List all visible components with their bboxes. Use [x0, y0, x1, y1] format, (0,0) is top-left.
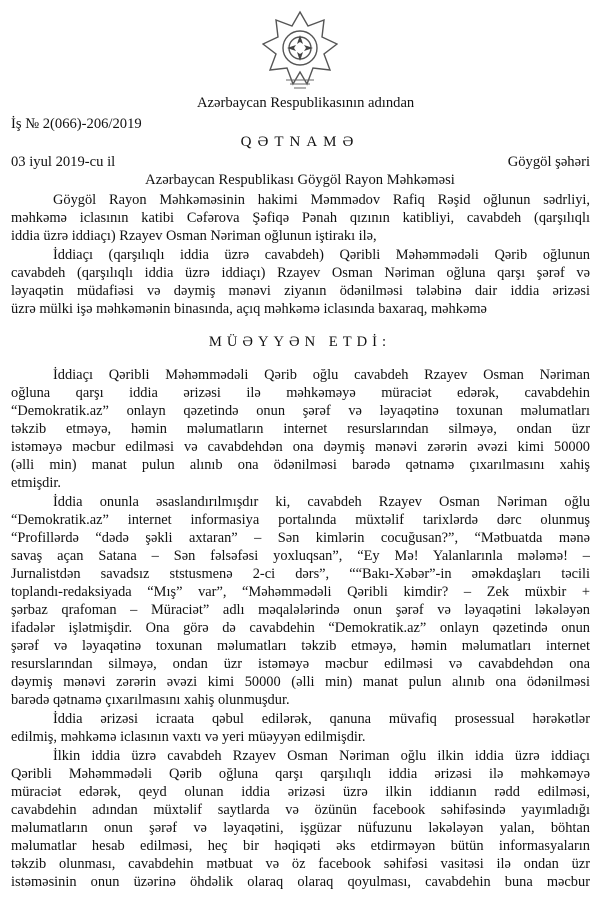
body-line: etmişdir.: [11, 475, 61, 491]
body-line: təkzib olunması, cavabdehin mətbuat və öz facebook səhifəsi vasitəsi ilə ondan üzr: [11, 856, 590, 872]
document-place: Göygöl şəhəri: [507, 154, 590, 170]
body-line: ifadələr işlətmişdir. Ona görə də cavabdehin “Demokratik.az” onlayn qəzetində onun: [11, 620, 590, 636]
document-title: QƏTNAMƏ: [240, 134, 360, 150]
body-line: resurslarından silməyə, ondan üzr istəməyə məcbur edilməsi və cavabdehdən ona: [11, 656, 590, 672]
body-line: məlumatların onun şərəf və ləyaqətini, işgüzar nüfuzunu ləkələyən yalan, böhtan: [11, 820, 590, 836]
body-line: barədə qətnamə çıxarılmasını xahiş olunmuşdur.: [11, 692, 290, 708]
section-title: MÜƏYYƏN ETDİ:: [208, 334, 392, 350]
body-line: Qəribli Məhəmmədəli Qərib oğluna qarşı qarşılıqlı iddia ərizəsi ilə məhkəməyə: [11, 766, 590, 782]
body-line: dəymiş mənəvi zərərin əvəzi kimi 50000 (əlli min) manat pulun alınıb ona ödənilməsi: [11, 674, 590, 690]
in-the-name-line: Azərbaycan Respublikasının adından: [197, 95, 415, 111]
body-line: savaş açan Satana – Sən fəlsəfəsi yoxluqsan”, “Ey Mə! Yalanlarınla mələmə! –: [11, 548, 590, 564]
body-line: təkzib etməyə, həmin məlumatların internet resurslarından silməyə, ondan üzr: [11, 421, 590, 437]
body-line: (əlli min) manat pulun alınıb ona ödənilməsi barədə qətnamə çıxarılmasını xahiş: [11, 457, 590, 473]
body-line: istəməsinin onun üzərinə öhdəlik olaraq olaraq qoyulması, cavabdehin buna məcbur: [11, 874, 590, 890]
body-line: İlkin iddia üzrə cavabdeh Rzayev Osman Nəriman oğlu ilkin iddia üzrə iddiaçı: [53, 748, 590, 764]
intro-line: məhkəmə iclasının katibi Cəfərova Şəfiqə Pənah qızının katibliyi, cavabdeh (qarşılıqlı: [11, 210, 590, 226]
body-line: edilmiş, məhkəmə iclasının vaxtı və yeri müəyyən edilmişdir.: [11, 729, 366, 745]
azerbaijan-state-emblem-icon: [262, 10, 338, 90]
intro-line: Göygöl Rayon Məhkəməsinin hakimi Məmmədov Rafiq Rəşid oğlunun sədrliyi,: [53, 192, 590, 208]
case-number: İş № 2(066)-206/2019: [11, 116, 142, 132]
body-line: toplandı-redaksiyada “Mış” var”, “Məhəmmədəli Qəribli kimdir? – Zek müxbir +: [11, 584, 590, 600]
body-line: cavabdehin adından müxtəlif saytlarda və özünün facebook səhifəsində yayımladığı: [11, 802, 590, 818]
body-line: müraciət edərək, qeyd olunan iddia ərizəsi üzrə ilkin iddianın rədd edilməsi,: [11, 784, 590, 800]
intro-line: iddia üzrə iddiaçı) Rzayev Osman Nəriman oğlunun iştirakı ilə,: [11, 228, 377, 244]
body-line: məlumatlar hesab edilməsi, heç bir həqiqəti əks etdirməyən bütün informasyaların: [11, 838, 590, 854]
intro-line: üzrə mülki işə məhkəmənin binasında, açıq məhkəmə iclasında baxaraq, məhkəmə: [11, 301, 487, 317]
body-line: şərbaz qrafoman – Müraciət” adlı məqalələrində onun şərəf və ləyaqətini ləkələyən: [11, 602, 590, 618]
intro-line: ləyaqətin müdafiəsi və dəymiş mənəvi ziyanın ödənilməsi tələbinə dair iddia ərizəsi: [11, 283, 590, 299]
body-line: şərəf və ləyaqətinə toxunan məlumatları təkzib etməyə, həmin məlumatları internet: [11, 638, 590, 654]
body-line: “Demokratik.az” internet informasiya portalında müxtəlif tarixlərdə dərc olunmuş: [11, 512, 590, 528]
intro-line: cavabdeh (qarşılıqlı iddia üzrə iddiaçı) Rzayev Osman Nəriman oğluna qarşı şərəf və: [11, 265, 590, 281]
body-line: oğluna qarşı iddia ərizəsi ilə məhkəməyə müraciət edərək, cavabdehin: [11, 385, 590, 401]
body-line: “Profillərdə “dədə şəkli axtaran” – Sən kimlərin cocuğusan?”, “Mətbuatda mənə: [11, 530, 590, 546]
body-line: İddia onunla əsaslandırılmışdır ki, cavabdeh Rzayev Osman Nəriman oğlu: [53, 494, 590, 510]
body-line: istəməyə məcbur edilməsi və cavabdehdən ona dəymiş mənəvi zərərin əvəzi kimi 50000: [11, 439, 590, 455]
body-line: İddia ərizəsi icraata qəbul edilərək, qanuna müvafiq prosessual hərəkətlər: [53, 711, 590, 727]
body-line: İddiaçı Qəribli Məhəmmədəli Qərib oğlu cavabdeh Rzayev Osman Nəriman: [53, 367, 590, 383]
body-line: Jurnalistdən savadsız ststusmenə 2-ci dərs”, ““Bakı-Xəbər”-in əməkdaşları təcili: [11, 566, 590, 582]
court-name: Azərbaycan Respublikası Göygöl Rayon Məhkəməsi: [145, 172, 455, 188]
body-line: “Demokratik.az” onlayn qəzetində onun şərəf və ləyaqətinə toxunan məlumatları: [11, 403, 590, 419]
document-date: 03 iyul 2019-cu il: [11, 154, 116, 170]
intro-line: İddiaçı (qarşılıqlı iddia üzrə cavabdeh) Qəribli Məhəmmədəli Qərib oğlunun: [53, 247, 590, 263]
